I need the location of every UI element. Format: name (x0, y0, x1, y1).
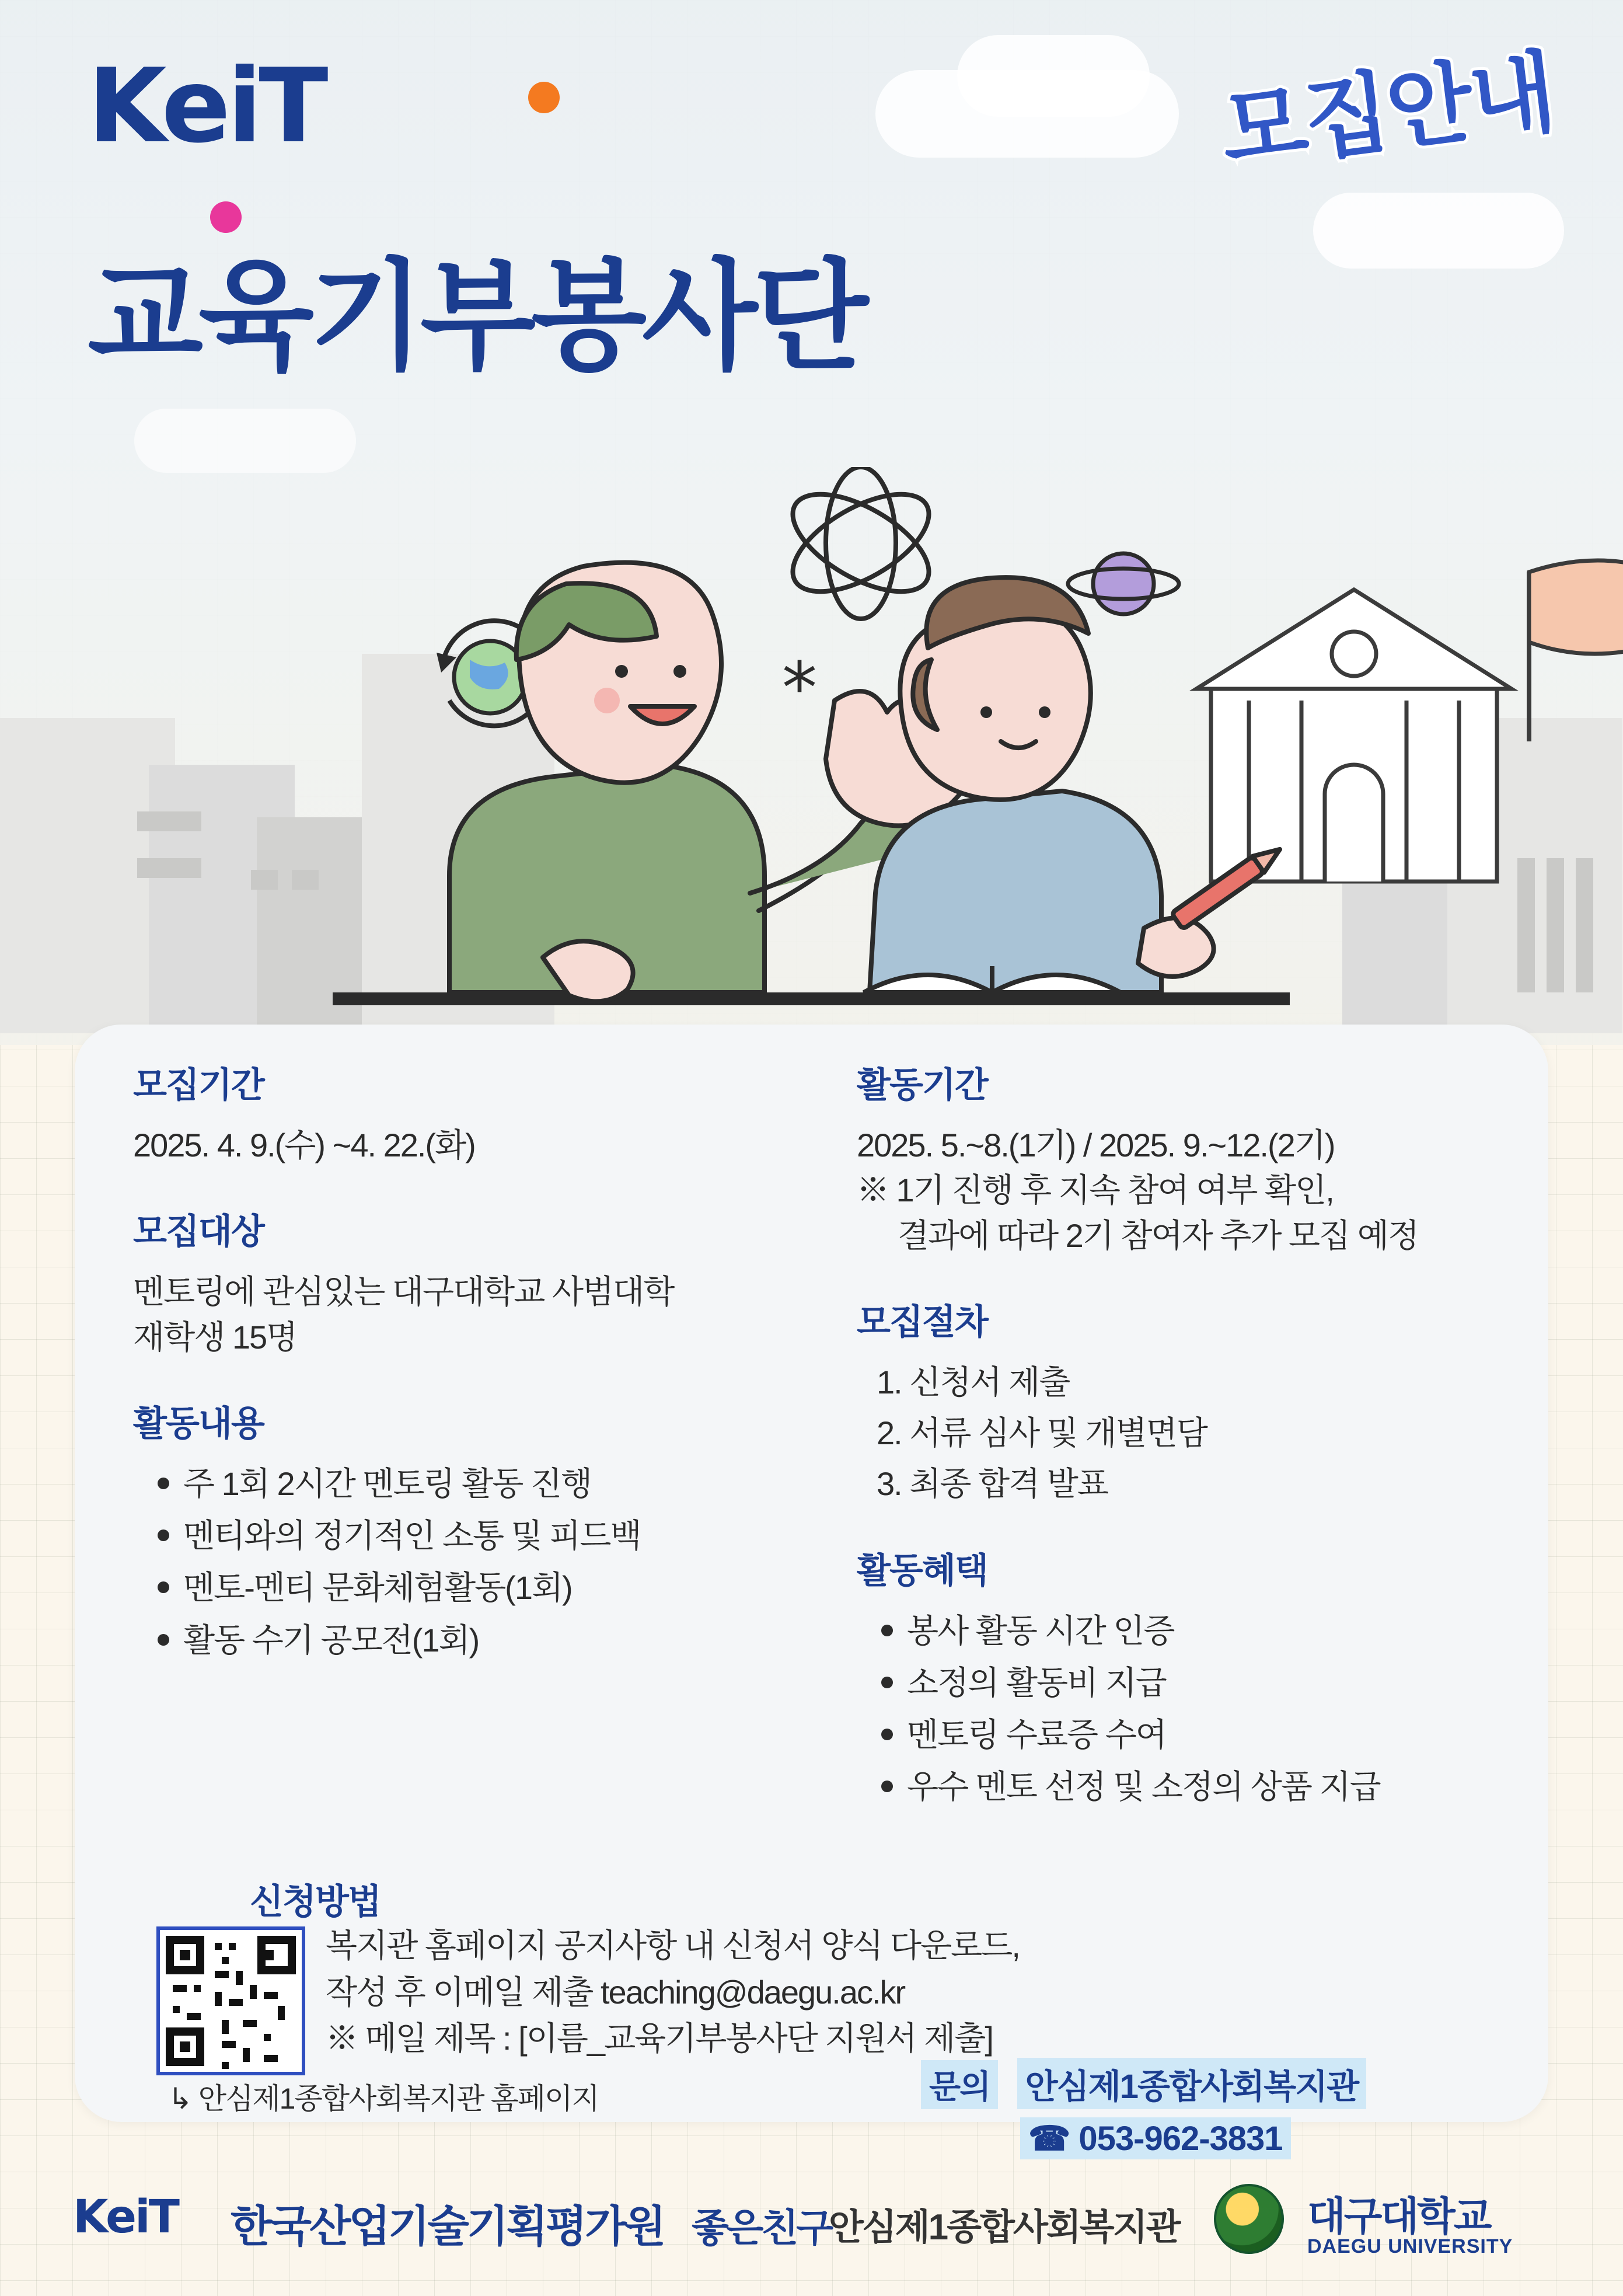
footer-daegu-kr: 대구대학교 (1307, 2194, 1491, 2239)
activities-block (133, 1396, 822, 1663)
recruit-period-heading: 모집기간 (133, 1065, 264, 1105)
cloud-shape (1313, 193, 1564, 269)
apply-line-1: 복지관 홈페이지 공지사항 내 신청서 양식 다운로드, (326, 1927, 1020, 1964)
process-heading: 모집절차 (857, 1302, 987, 1342)
apply-heading: 신청방법 (250, 1882, 381, 1921)
cloud-shape (134, 409, 356, 473)
recruit-badge: 모집안내 (1216, 42, 1559, 182)
list-item: 멘토-멘티 문화체험활동(1회) (153, 1565, 822, 1610)
process-list (877, 1360, 1510, 1507)
logo-dot-pink-icon (210, 201, 242, 233)
activity-period-note-2: 결과에 따라 2기 참여자 추가 모집 예정 (898, 1217, 1418, 1254)
target-block (133, 1204, 822, 1360)
target-line-1: 멘토링에 관심있는 대구대학교 사범대학 (133, 1273, 674, 1311)
cloud-shape (957, 35, 1150, 117)
footer-keit-name: 한국산업기술기획평가원 (231, 2202, 664, 2250)
daegu-university-seal-icon (1214, 2184, 1284, 2254)
activity-period-text: 2025. 5.~8.(1기) / 2025. 9.~12.(2기) (857, 1127, 1335, 1163)
target-heading: 모집대상 (133, 1212, 264, 1252)
recruit-period-block (133, 1057, 822, 1168)
qr-pattern (166, 1936, 296, 2066)
keit-logo: KeiT (88, 47, 325, 166)
list-item: 활동 수기 공모전(1회) (153, 1618, 822, 1663)
list-item: 1. 신청서 제출 (877, 1363, 1070, 1400)
process-block (857, 1294, 1510, 1507)
qr-code[interactable] (156, 1926, 305, 2075)
contact-block (921, 2058, 1505, 2159)
footer (0, 2150, 1623, 2296)
left-column (133, 1057, 822, 1699)
contact-tel: ☎ 053-962-3831 (1020, 2117, 1291, 2159)
logo-dot-orange-icon (528, 82, 560, 113)
qr-caption: ↳ 안심제1종합사회복지관 홈페이지 (168, 2082, 599, 2115)
list-item: 멘티와의 정기적인 소통 및 피드백 (153, 1513, 822, 1558)
list-item: 주 1회 2시간 멘토링 활동 진행 (153, 1461, 822, 1506)
target-line-2: 재학생 15명 (133, 1318, 297, 1356)
page-title: 교육기부봉사단 (88, 250, 864, 384)
svg-text:*: * (782, 648, 817, 729)
apply-line-3: ※ 메일 제목 : [이름_교육기부봉사단 지원서 제출] (326, 2020, 993, 2057)
footer-daegu-en: DAEGU UNIVERSITY (1307, 2235, 1513, 2257)
apply-text (326, 1922, 1434, 2062)
activity-period-block (857, 1057, 1510, 1258)
list-item: 멘토링 수료증 수여 (877, 1712, 1510, 1757)
footer-welfare-center: 안심제1종합사회복지관 (829, 2207, 1179, 2248)
benefits-block (857, 1543, 1510, 1810)
list-item: 우수 멘토 선정 및 소정의 상품 지급 (877, 1764, 1510, 1809)
apply-line-2: 작성 후 이메일 제출 teaching@daegu.ac.kr (326, 1973, 905, 2011)
activities-heading: 활동내용 (133, 1403, 264, 1443)
benefits-list (877, 1608, 1510, 1810)
activities-list (153, 1461, 822, 1663)
right-column (857, 1057, 1510, 1846)
contact-label: 문의 (921, 2060, 998, 2109)
footer-keit-logo: KeiT (73, 2191, 178, 2243)
list-item: 소정의 활동비 지급 (877, 1660, 1510, 1705)
list-item: 2. 서류 심사 및 개별면담 (877, 1414, 1207, 1452)
activity-period-note-1: ※ 1기 진행 후 지속 참여 여부 확인, (857, 1172, 1334, 1209)
info-card (75, 1025, 1548, 2158)
recruit-period-text: 2025. 4. 9.(수) ~4. 22.(화) (133, 1127, 475, 1163)
activity-period-heading: 활동기간 (857, 1065, 987, 1105)
list-item: 3. 최종 합격 발표 (877, 1465, 1108, 1503)
list-item: 봉사 활동 시간 인증 (877, 1608, 1510, 1653)
benefits-heading: 활동혜택 (857, 1551, 987, 1590)
footer-good-friend-logo: 좋은친구 (692, 2206, 832, 2249)
illustration (0, 467, 1623, 1033)
contact-org: 안심제1종합사회복지관 (1017, 2058, 1367, 2109)
